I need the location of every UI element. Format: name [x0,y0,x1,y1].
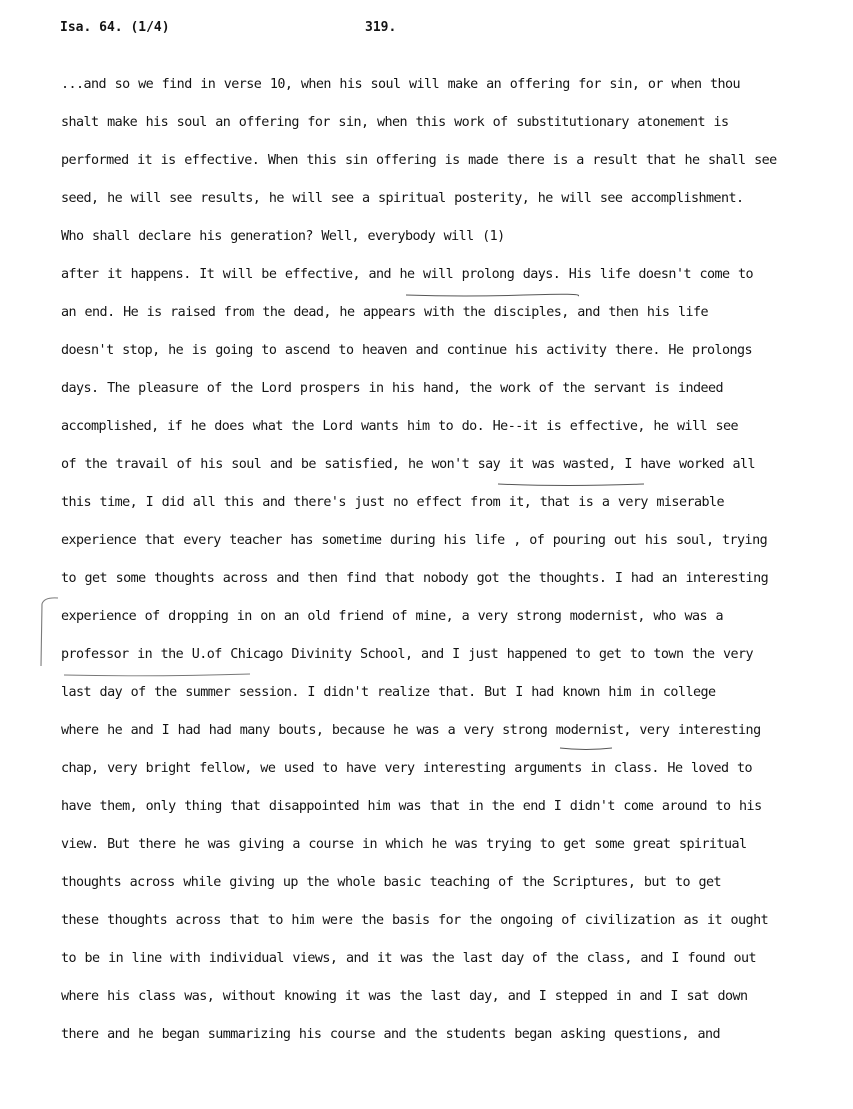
text-line-21: view. But there he was giving a course in which he was trying to get some great spiritual [61,837,747,852]
text-line-16: professor in the U.of Chicago Divinity School, and I just happened to get to town the very [61,647,754,662]
margin-bracket-mark [34,596,60,672]
text-line-10: accomplished, if he does what the Lord wants him to do. He--it is effective, he will see [61,419,739,434]
text-line-13: experience that every teacher has sometime during his life , of pouring out his soul, trying [61,533,768,548]
text-line-23: these thoughts across that to him were the basis for the ongoing of civilization as it ought [61,913,769,928]
text-line-18: where he and I had had many bouts, because he was a very strong modernist, very interesting [61,723,761,738]
text-line-22: thoughts across while giving up the whole basic teaching of the Scriptures, but to get [61,875,722,890]
text-line-24: to be in line with individual views, and it was the last day of the class, and I found out [61,951,757,966]
text-line-8: doesn't stop, he is going to ascend to heaven and continue his activity there. He prolongs [61,343,753,358]
text-line-6: after it happens. It will be effective, and he will prolong days. His life doesn't come to [61,267,754,282]
text-line-25: where his class was, without knowing it was the last day, and I stepped in and I sat down [61,989,748,1004]
text-line-20: have them, only thing that disappointed him was that in the end I didn't come around to his [61,799,762,814]
text-line-15: experience of dropping in on an old friend of mine, a very strong modernist, who was a [61,609,724,624]
text-line-2: shalt make his soul an offering for sin, when this work of substitutionary atonement is [61,115,729,130]
text-line-19: chap, very bright fellow, we used to have very interesting arguments in class. He loved to [61,761,753,776]
chapter-reference: Isa. 64. (1/4) [60,20,170,35]
page-number: 319. [365,20,397,35]
text-line-14: to get some thoughts across and then find that nobody got the thoughts. I had an interesting [61,571,769,586]
text-line-9: days. The pleasure of the Lord prospers in his hand, the work of the servant is indeed [61,381,724,396]
text-line-11: of the travail of his soul and be satisfied, he won't say it was wasted, I have worked all [61,457,756,472]
page-header [60,20,820,40]
text-line-5: Who shall declare his generation? Well, everybody will (1) [61,229,505,244]
text-line-7: an end. He is raised from the dead, he appears with the disciples, and then his life [61,305,708,320]
text-line-3: performed it is effective. When this sin offering is made there is a result that he shall see [61,153,777,168]
text-line-12: this time, I did all this and there's just no effect from it, that is a very miserable [61,495,725,510]
text-line-26: there and he began summarizing his course and the students began asking questions, and [61,1027,721,1042]
text-line-1: ...and so we find in verse 10, when his soul will make an offering for sin, or when thou [61,77,741,92]
text-line-4: seed, he will see results, he will see a spiritual posterity, he will see accomplishment. [61,191,744,206]
transcript-body [61,72,841,1060]
text-line-17: last day of the summer session. I didn't realize that. But I had known him in college [61,685,716,700]
